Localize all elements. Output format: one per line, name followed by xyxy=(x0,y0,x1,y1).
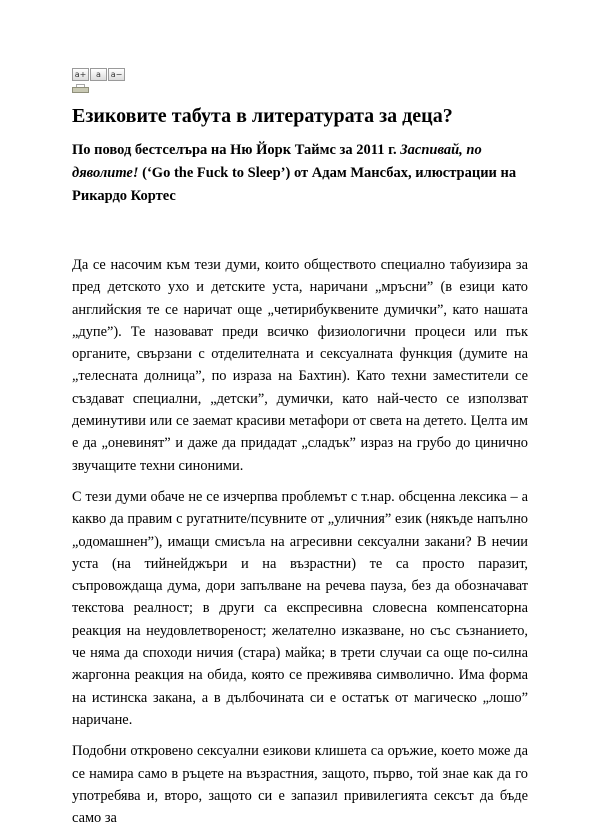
subtitle-part1: По повод бестселъра на Ню Йорк Таймс за 2011 г. xyxy=(72,142,401,158)
paragraph-3: Подобни откровено сексуални езикови клишета са оръжие, което може да се намира само в ръцете на възрастния, защото, първо, той знае как да го употребява и, второ, защото си е запазил привилегията сексът да бъде само за xyxy=(72,743,528,827)
normal-font-button[interactable]: a xyxy=(90,68,107,81)
paragraph-1: Да се насочим към тези думи, които обществото специално табуизира за пред детското ухо и детските уста, наричани „мръсни” (в езици като английския те се наричат още „четирибуквените думички”, като нашата „дупе”). Те назовават преди всичко физиологични процеси или пък органите, свързани с отделителната и сексуалната функция (думите на „телесната долница”, по израза на Бахтин). Като техни заместители се създават специални, „детски”, думички, като най-често се използват деминутиви или се заемат красиви метафори от света на детето. Целта им е да „оневинят” и даже да придадат „сладък” израз на грубо до цинично звучащите техни синоними. xyxy=(72,257,528,474)
subtitle-part2: (‘Go the Fuck to Sleep’) от Адам Мансбах, илюстрации на Рикардо Кортес xyxy=(72,165,517,204)
article-title: Езиковите табута в литературата за деца? xyxy=(72,105,453,127)
font-size-buttons xyxy=(72,68,125,81)
increase-font-button[interactable]: a+ xyxy=(72,68,89,81)
font-size-toolbar xyxy=(72,68,125,93)
article-subtitle xyxy=(72,139,528,208)
decrease-font-button[interactable]: a− xyxy=(108,68,125,81)
article xyxy=(72,104,528,829)
print-icon[interactable] xyxy=(72,84,89,93)
subtitle-book-title: Заспивай, по дяволите! xyxy=(72,142,482,181)
paragraph-2: С тези думи обаче не се изчерпва проблемът с т.нар. обсценна лексика – а какво да правим с ругатните/псувните от „уличния” език (някъде напълно „одомашнен”), имащи смисъла на агресивни сексуални закани? В нечии уста (на тийнейджъри и на възрастни) те са просто паразит, съпровождаща дума, дори запълване на речева пауза, без да обозначават текстова реалност; в други са експресивна словесна компенсаторна реакция на неудовлетвореност; желателно изказване, но със съзнанието, че няма да споходи ничия (стара) майка; в трети случаи са още по-силна жаргонна реакция на обида, която се преживява символично. Има форма на истинска закана, а в дълбочината си е остатък от магическо „лошо” наричане. xyxy=(72,488,528,728)
printer-body-shape xyxy=(72,87,89,93)
